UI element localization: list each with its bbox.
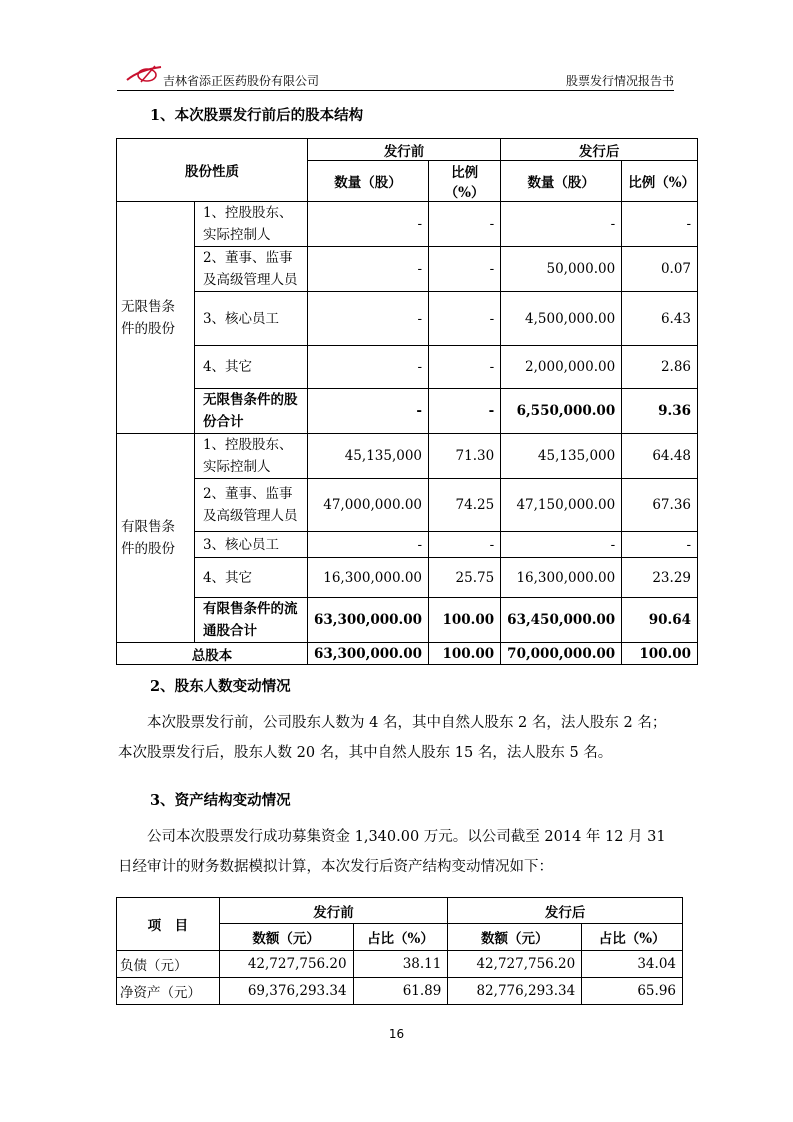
cell-after-ratio: - (622, 532, 698, 558)
cell-after-ratio: 9.36 (622, 389, 698, 434)
header-after-amount: 数额（元） (448, 924, 582, 951)
row-item: 2、董事、监事及高级管理人员 (194, 247, 307, 292)
document-title: 股票发行情况报告书 (565, 74, 674, 88)
section3-paragraph (118, 822, 678, 882)
company-name: 吉林省添正医药股份有限公司 (163, 74, 320, 88)
table-row-total (117, 643, 698, 665)
header-before-ratio: 占比（%） (353, 924, 448, 951)
section2-paragraph (118, 708, 678, 768)
row-item: 负债（元） (117, 951, 220, 978)
cell-before-ratio: 100.00 (429, 643, 501, 665)
cell-after-ratio: 90.64 (622, 598, 698, 643)
header-after-qty: 数量（股） (501, 161, 622, 202)
asset-structure-table (116, 897, 683, 1005)
cell-after-ratio: 2.86 (622, 346, 698, 389)
cell-after-qty: - (501, 532, 622, 558)
table-row (117, 978, 683, 1005)
section1-title: 1、本次股票发行前后的股本结构 (150, 107, 364, 124)
header-share-type: 股份性质 (117, 139, 308, 202)
row-item: 无限售条件的股份合计 (194, 389, 307, 434)
cell-after-qty: 47,150,000.00 (501, 479, 622, 532)
header-after: 发行后 (501, 139, 698, 161)
cell-before-qty: - (307, 389, 428, 434)
cell-after-ratio: 65.96 (582, 978, 683, 1005)
table-row (117, 434, 698, 479)
header-after-ratio: 占比（%） (582, 924, 683, 951)
cell-after-ratio: 64.48 (622, 434, 698, 479)
table-row (117, 951, 683, 978)
section3-title: 3、资产结构变动情况 (150, 792, 291, 809)
header-before-qty: 数量（股） (307, 161, 428, 202)
cell-before-ratio: - (429, 292, 501, 346)
row-item: 有限售条件的流通股合计 (194, 598, 307, 643)
cell-after-qty: - (501, 202, 622, 247)
cell-before-qty: - (307, 532, 428, 558)
cell-before-qty: 63,300,000.00 (307, 598, 428, 643)
row-item: 3、核心员工 (194, 292, 307, 346)
cell-after-amount: 42,727,756.20 (448, 951, 582, 978)
header-before: 发行前 (219, 898, 448, 924)
table-row-subtotal (117, 598, 698, 643)
table-row (117, 292, 698, 346)
cell-before-qty: - (307, 247, 428, 292)
cell-before-qty: - (307, 292, 428, 346)
row-item: 3、核心员工 (194, 532, 307, 558)
cell-after-qty: 45,135,000 (501, 434, 622, 479)
cell-before-qty: 45,135,000 (307, 434, 428, 479)
row-item: 1、控股股东、实际控制人 (194, 434, 307, 479)
table-row (117, 346, 698, 389)
row-item-total: 总股本 (117, 643, 308, 665)
category-restricted: 有限售条件的股份 (117, 434, 195, 643)
cell-before-ratio: 100.00 (429, 598, 501, 643)
cell-before-ratio: - (429, 202, 501, 247)
table-row (117, 479, 698, 532)
cell-after-ratio: 67.36 (622, 479, 698, 532)
table-row (117, 247, 698, 292)
cell-after-ratio: 100.00 (622, 643, 698, 665)
cell-after-qty: 4,500,000.00 (501, 292, 622, 346)
row-item: 4、其它 (194, 558, 307, 598)
cell-before-ratio: 74.25 (429, 479, 501, 532)
page-header (117, 62, 674, 91)
cell-after-ratio: - (622, 202, 698, 247)
page-number: 16 (388, 1027, 405, 1041)
cell-before-amount: 69,376,293.34 (219, 978, 353, 1005)
cell-before-qty: - (307, 346, 428, 389)
cell-after-qty: 63,450,000.00 (501, 598, 622, 643)
row-item: 2、董事、监事及高级管理人员 (194, 479, 307, 532)
cell-after-qty: 16,300,000.00 (501, 558, 622, 598)
row-item: 1、控股股东、实际控制人 (194, 202, 307, 247)
cell-before-ratio: - (429, 532, 501, 558)
cell-after-ratio: 23.29 (622, 558, 698, 598)
table-row (117, 532, 698, 558)
cell-before-qty: 47,000,000.00 (307, 479, 428, 532)
header-before-amount: 数额（元） (219, 924, 353, 951)
header-item: 项 目 (117, 898, 220, 951)
cell-after-qty: 70,000,000.00 (501, 643, 622, 665)
cell-after-ratio: 6.43 (622, 292, 698, 346)
cell-before-qty: 16,300,000.00 (307, 558, 428, 598)
cell-after-qty: 6,550,000.00 (501, 389, 622, 434)
row-item: 4、其它 (194, 346, 307, 389)
cell-before-ratio: - (429, 247, 501, 292)
table-row (117, 202, 698, 247)
cell-before-ratio: - (429, 346, 501, 389)
cell-after-ratio: 34.04 (582, 951, 683, 978)
cell-before-ratio: 25.75 (429, 558, 501, 598)
section3-text: 公司本次股票发行成功募集资金 1,340.00 万元。以公司截至 2014 年 12 月 31 日经审计的财务数据模拟计算，本次发行后资产结构变动情况如下： (118, 829, 666, 875)
share-structure-table (116, 138, 698, 665)
section2-text: 本次股票发行前，公司股东人数为 4 名，其中自然人股东 2 名，法人股东 2 名；本次股票发行后，股东人数 20 名，其中自然人股东 15 名，法人股东 5 名。 (118, 715, 667, 761)
header-before: 发行前 (307, 139, 500, 161)
cell-after-amount: 82,776,293.34 (448, 978, 582, 1005)
cell-before-qty: 63,300,000.00 (307, 643, 428, 665)
cell-before-ratio: 61.89 (353, 978, 448, 1005)
cell-before-amount: 42,727,756.20 (219, 951, 353, 978)
cell-before-ratio: 71.30 (429, 434, 501, 479)
header-before-ratio: 比例（%） (429, 161, 501, 202)
header-after-ratio: 比例（%） (622, 161, 698, 202)
cell-before-qty: - (307, 202, 428, 247)
header-after: 发行后 (448, 898, 683, 924)
section2-title: 2、股东人数变动情况 (150, 678, 291, 695)
row-item: 净资产（元） (117, 978, 220, 1005)
cell-before-ratio: - (429, 389, 501, 434)
table-row-subtotal (117, 389, 698, 434)
table-row (117, 558, 698, 598)
cell-after-ratio: 0.07 (622, 247, 698, 292)
company-logo-icon (125, 62, 163, 86)
cell-before-ratio: 38.11 (353, 951, 448, 978)
category-unrestricted: 无限售条件的股份 (117, 202, 195, 434)
cell-after-qty: 2,000,000.00 (501, 346, 622, 389)
cell-after-qty: 50,000.00 (501, 247, 622, 292)
